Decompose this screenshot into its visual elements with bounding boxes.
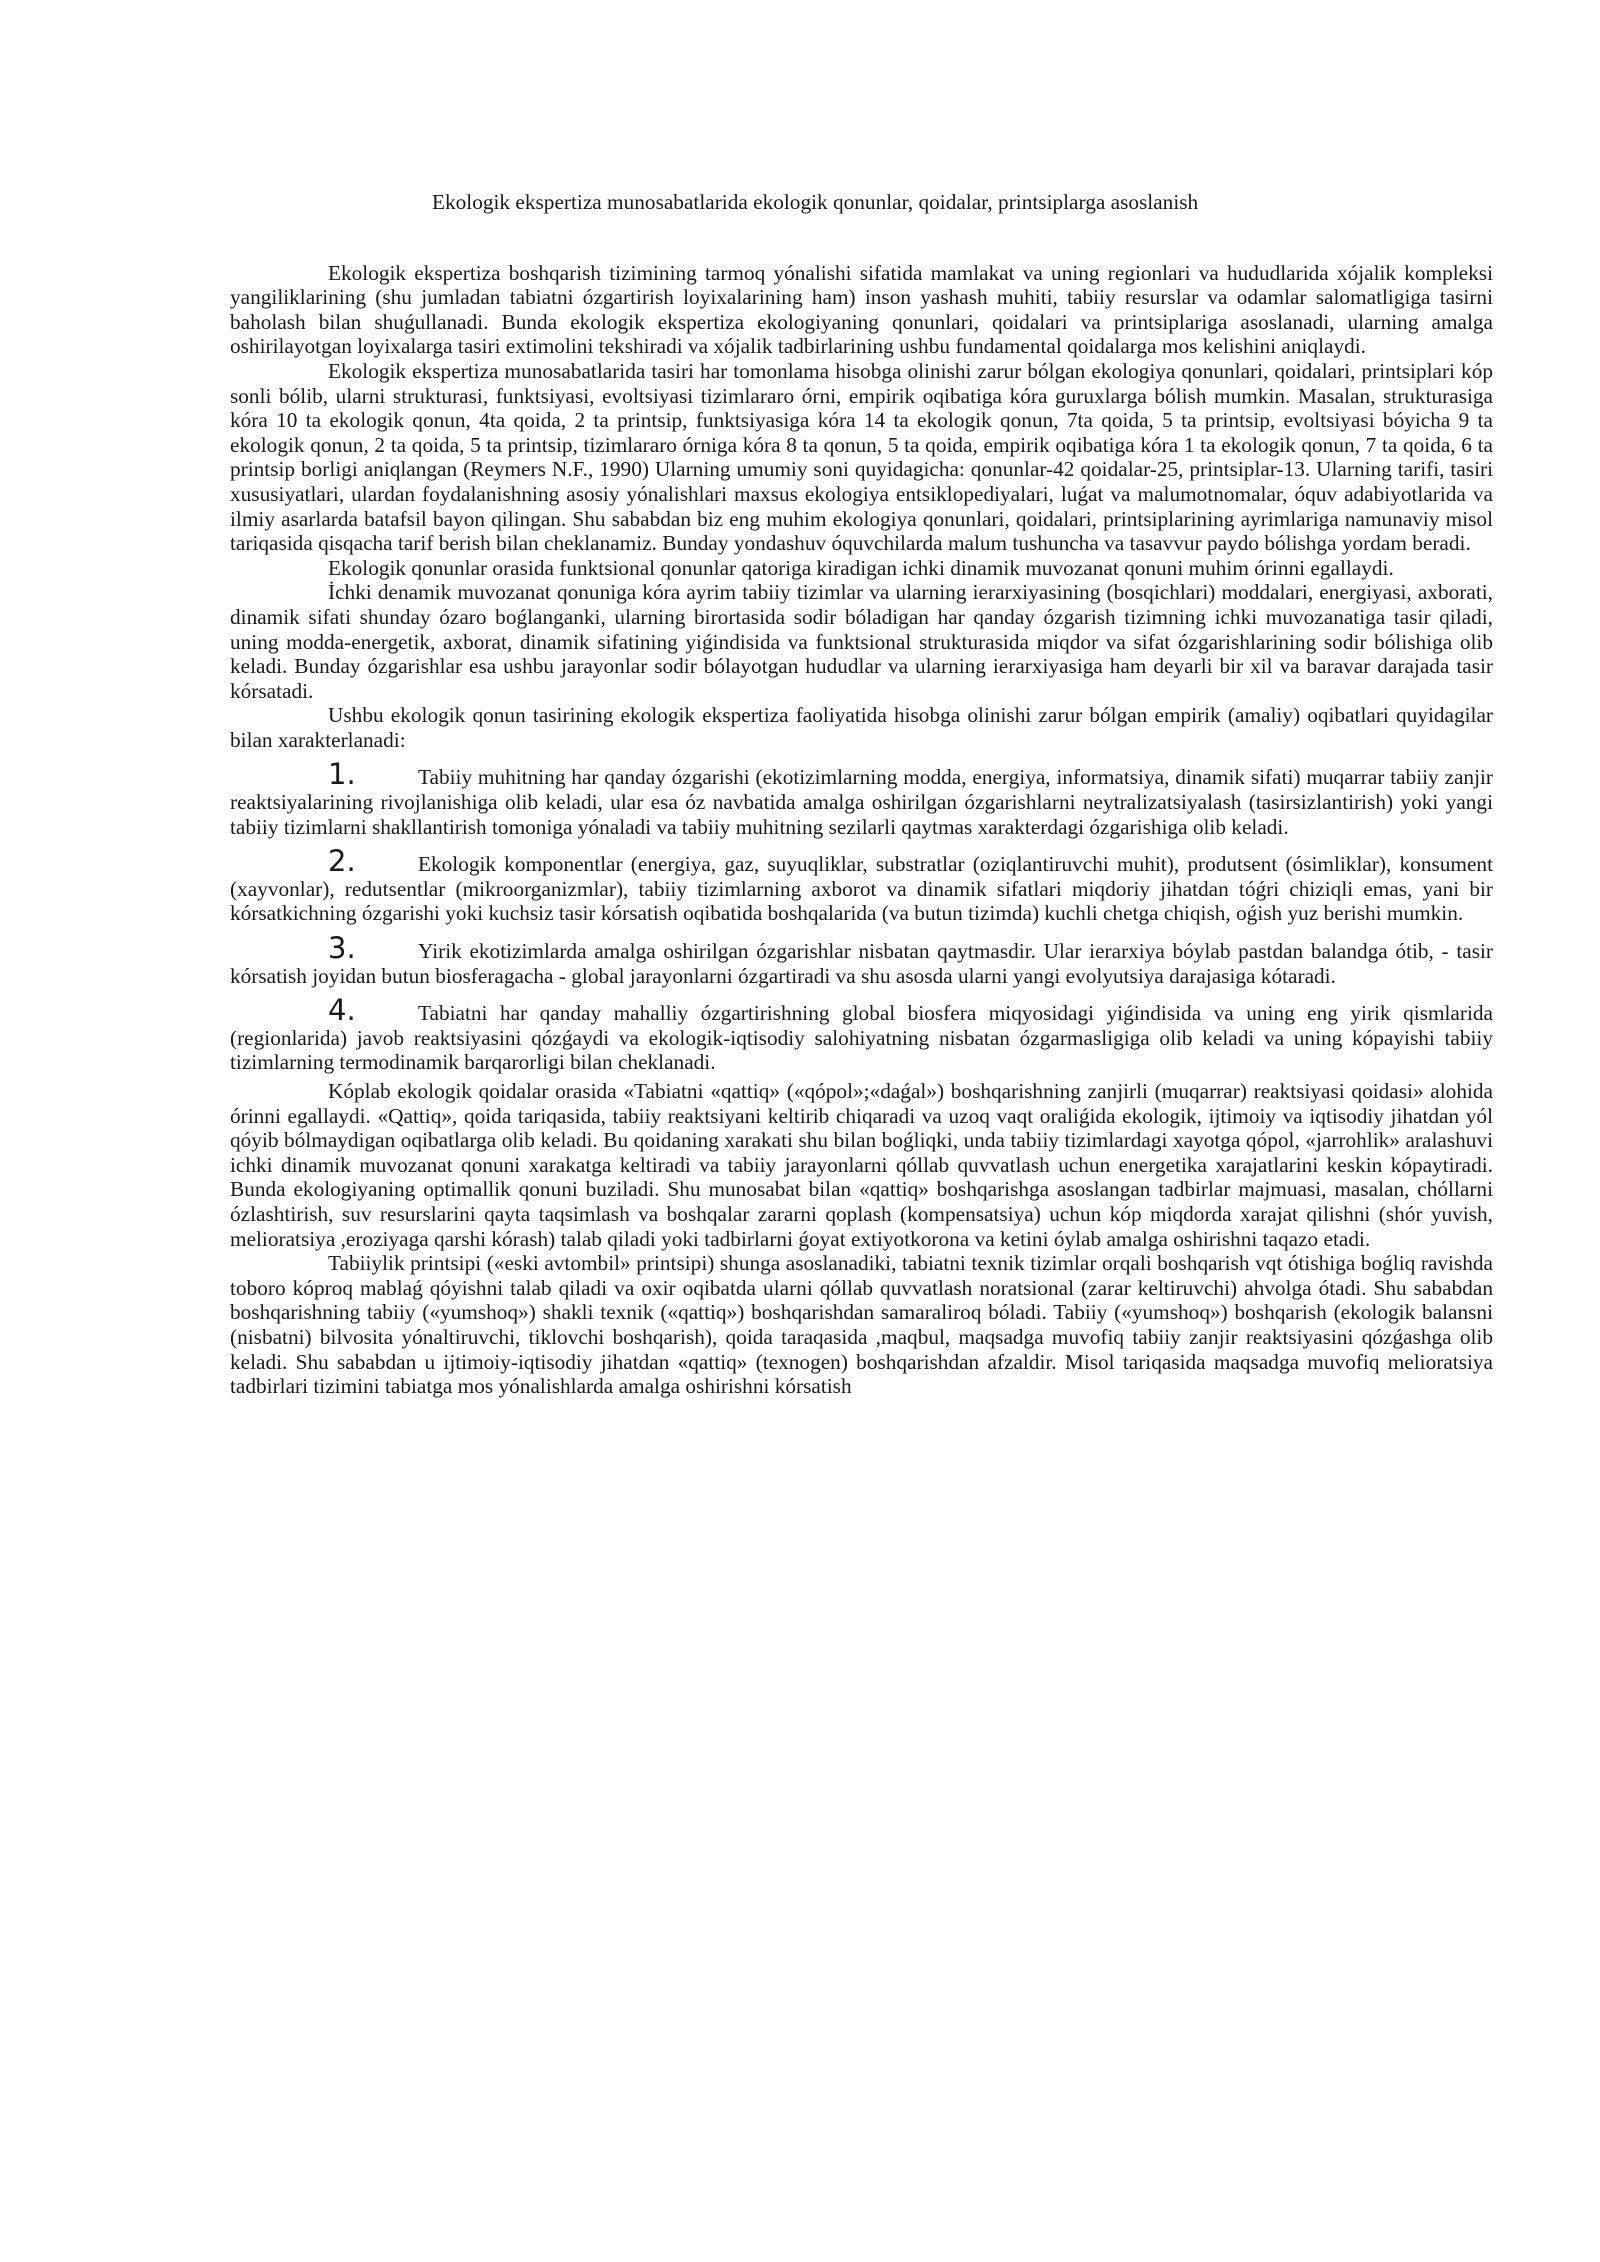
paragraph: Kóplab ekologik qoidalar orasida «Tabiatni «qattiq» («qópol»;«daǵal») boshqarishning zanjirli (muqarrar) reaktsiyasi qoidasi» alohida órinni egallaydi. «Qattiq», qoida tariqasida, tabiiy reaktsiyani keltirib chiqaradi va uzoq vaqt oraliǵida ekologik, ijtimoiy va iqtisodiy jihatdan yól qóyib bólmaydigan oqibatlarga olib keladi. Bu qoidaning xarakati shu bilan boǵliqki, unda tabiiy tizimlardagi xayotga qópol, «jarrohlik» aralashuvi ichki dinamik muvozanat qonuni xarakatga keltiradi va tabiiy jarayonlarni qóllab quvvatlash uchun energetika xarajatlarini keskin kópaytiradi. Bunda ekologiyaning optimallik qonuni buziladi. Shu munosabat bilan «qattiq» boshqarishga asoslangan tadbirlar majmuasi, masalan, chóllarni ózlashtirish, suv resurslarini qayta taqsimlash va boshqalar zararni qoplash (kompensatsiya) uchun kóp miqdorda xarajat qilishni (shór yuvish, melioratsiya ,eroziyaga qarshi kórash) talab qiladi yoki tadbirlarni ǵoyat extiyotkorona va ketini óylab amalga oshirishni taqazo etadi. [230, 1079, 1493, 1251]
list-item [230, 844, 1493, 926]
list-item [230, 931, 1493, 988]
list-item-number: 2. [328, 844, 356, 879]
list-item [230, 993, 1493, 1075]
paragraph: İchki denamik muvozanat qonuniga kóra ayrim tabiiy tizimlar va ularning ierarxiyasining (bosqichlari) moddalari, energiyasi, axborati, dinamik sifati shunday ózaro boǵlanganki, ularning birortasida sodir bóladigan har qanday ózgarish tizimning ichki muvozanatiga tasir qiladi, uning modda-energetik, axborat, dinamik sifatining yiǵindisida va funktsional strukturasida miqdor va sifat ózgarishlarining sodir bólishiga olib keladi. Bunday ózgarishlar esa ushbu jarayonlar sodir bólayotgan hududlar va ularning ierarxiyasiga ham deyarli bir xil va baravar darajada tasir kórsatadi. [230, 580, 1493, 703]
list-item-text: Ekologik komponentlar (energiya, gaz, suyuqliklar, substratlar (oziqlantiruvchi muhit), produtsent (ósimliklar), konsument (xayvonlar), redutsentlar (mikroorganizmlar), tabiiy tizimlarning axborot va dinamik sifatlari miqdoriy jihatdan tóǵri chiziqli emas, yani bir kórsatkichning ózgarishi yoki kuchsiz tasir kórsatish oqibatida boshqalarida (va butun tizimda) kuchli chetga chiqish, oǵish yuz berishi mumkin. [230, 852, 1493, 926]
paragraph: Ekologik qonunlar orasida funktsional qonunlar qatoriga kiradigan ichki dinamik muvozanat qonuni muhim órinni egallaydi. [328, 555, 1394, 580]
numbered-list [230, 757, 1493, 1075]
list-item-number: 3. [328, 931, 356, 966]
list-item-text: Yirik ekotizimlarda amalga oshirilgan ózgarishlar nisbatan qaytmasdir. Ular ierarxiya bóylab pastdan balandga ótib, - tasir kórsatish joyidan butun biosferagacha - global jarayonlarni ózgartiradi va shu asosda ularni yangi evolyutsiya darajasiga kótaradi. [230, 939, 1493, 988]
document-page [230, 190, 1493, 1399]
paragraph: Ekologik ekspertiza boshqarish tizimining tarmoq yónalishi sifatida mamlakat va uning regionlari va hududlarida xójalik kompleksi yangiliklarining (shu jumladan tabiatni ózgartirish loyixalarining ham) inson yashash muhiti, tabiiy resurslar va odamlar salomatligiga tasirni baholash bilan shuǵullanadi. Bunda ekologik ekspertiza ekologiyaning qonunlari, qoidalari va printsiplariga asoslanadi, ularning amalga oshirilayotgan loyixalarga tasiri extimolini tekshiradi va xójalik tadbirlarining ushbu fundamental qoidalarga mos kelishini aniqlaydi. [230, 260, 1493, 359]
list-item-number: 1. [328, 757, 356, 792]
document-title: Ekologik ekspertiza munosabatlarida ekologik qonunlar, qoidalar, printsiplarga asoslanish [432, 190, 1199, 214]
list-item-text: Tabiiy muhitning har qanday ózgarishi (ekotizimlarning modda, energiya, informatsiya, dinamik sifati) muqarrar tabiiy zanjir reaktsiyalarining rivojlanishiga olib keladi, ular esa óz navbatida amalga oshirilgan ózgarishlarni neytralizatsiyalash (tasirsizlantirish) yoki yangi tabiiy tizimlarni shakllantirish tomoniga yónaladi va tabiiy muhitning sezilarli qaytmas xarakterdagi ózgarishiga olib keladi. [230, 765, 1493, 839]
list-item-text: Tabiatni har qanday mahalliy ózgartirishning global biosfera miqyosidagi yiǵindisida va uning eng yirik qismlarida (regionlarida) javob reaktsiyasini qózǵaydi va ekologik-iqtisodiy salohiyatning nisbatan ózgarmasligiga olib keladi va uning kópayishi tabiiy tizimlarning termodinamik barqarorligi bilan cheklanadi. [230, 1001, 1493, 1075]
list-item-number: 4. [328, 993, 356, 1028]
list-item [230, 757, 1493, 839]
paragraph: Ushbu ekologik qonun tasirining ekologik ekspertiza faoliyatida hisobga olinishi zarur bólgan empirik (amaliy) oqibatlari quyidagilar bilan xarakterlanadi: [230, 703, 1493, 752]
paragraph: Tabiiylik printsipi («eski avtombil» printsipi) shunga asoslanadiki, tabiatni texnik tizimlar orqali boshqarish vqt ótishiga boǵliq ravishda toboro kóproq mablaǵ qóyishni talab qiladi va oxir oqibatda ularni qóllab quvvatlash noratsional (zarar keltiruvchi) ahvolga ótadi. Shu sababdan boshqarishning tabiiy («yumshoq») shakli texnik («qattiq») boshqarishdan samaraliroq bóladi. Tabiiy («yumshoq») boshqarish (ekologik balansni (nisbatni) bilvosita yónaltiruvchi, tiklovchi boshqarish), qoida taraqasida ,maqbul, maqsadga muvofiq tabiiy zanjir reaktsiyasini qózǵashga olib keladi. Shu sababdan u ijtimoiy-iqtisodiy jihatdan «qattiq» (texnogen) boshqarishdan afzaldir. Misol tariqasida maqsadga muvofiq melioratsiya tadbirlari tizimini tabiatga mos yónalishlarda amalga oshirishni kórsatish [230, 1251, 1493, 1399]
paragraph: Ekologik ekspertiza munosabatlarida tasiri har tomonlama hisobga olinishi zarur bólgan ekologiya qonunlari, qoidalari, printsiplari kóp sonli bólib, ularni strukturasi, funktsiyasi, evoltsiyasi tizimlararo órni, empirik oqibatiga kóra guruxlarga bólish mumkin. Masalan, strukturasiga kóra 10 ta ekologik qonun, 4ta qoida, 2 ta printsip, funktsiyasiga kóra 14 ta ekologik qonun, 7ta qoida, 5 ta printsip, evoltsiyasi bóyicha 9 ta ekologik qonun, 2 ta qoida, 5 ta printsip, tizimlararo órniga kóra 8 ta qonun, 5 ta qoida, empirik oqibatiga kóra 1 ta ekologik qonun, 7 ta qoida, 6 ta printsip borligi aniqlangan (Reymers N.F., 1990) Ularning umumiy soni quyidagicha: qonunlar-42 qoidalar-25, printsiplar-13. Ularning tarifi, tasiri xususiyatlari, ulardan foydalanishning asosiy yónalishlari maxsus ekologiya entsiklopediyalari, luǵat va malumotnomalar, óquv adabiyotlarida va ilmiy asarlarda batafsil bayon qilingan. Shu sababdan biz eng muhim ekologiya qonunlari, qoidalari, printsiplarining ayrimlariga namunaviy misol tariqasida qisqacha tarif berish bilan cheklanamiz. Bunday yondashuv óquvchilarda malum tushuncha va tasavvur paydo bólishga yordam beradi. [230, 358, 1493, 556]
